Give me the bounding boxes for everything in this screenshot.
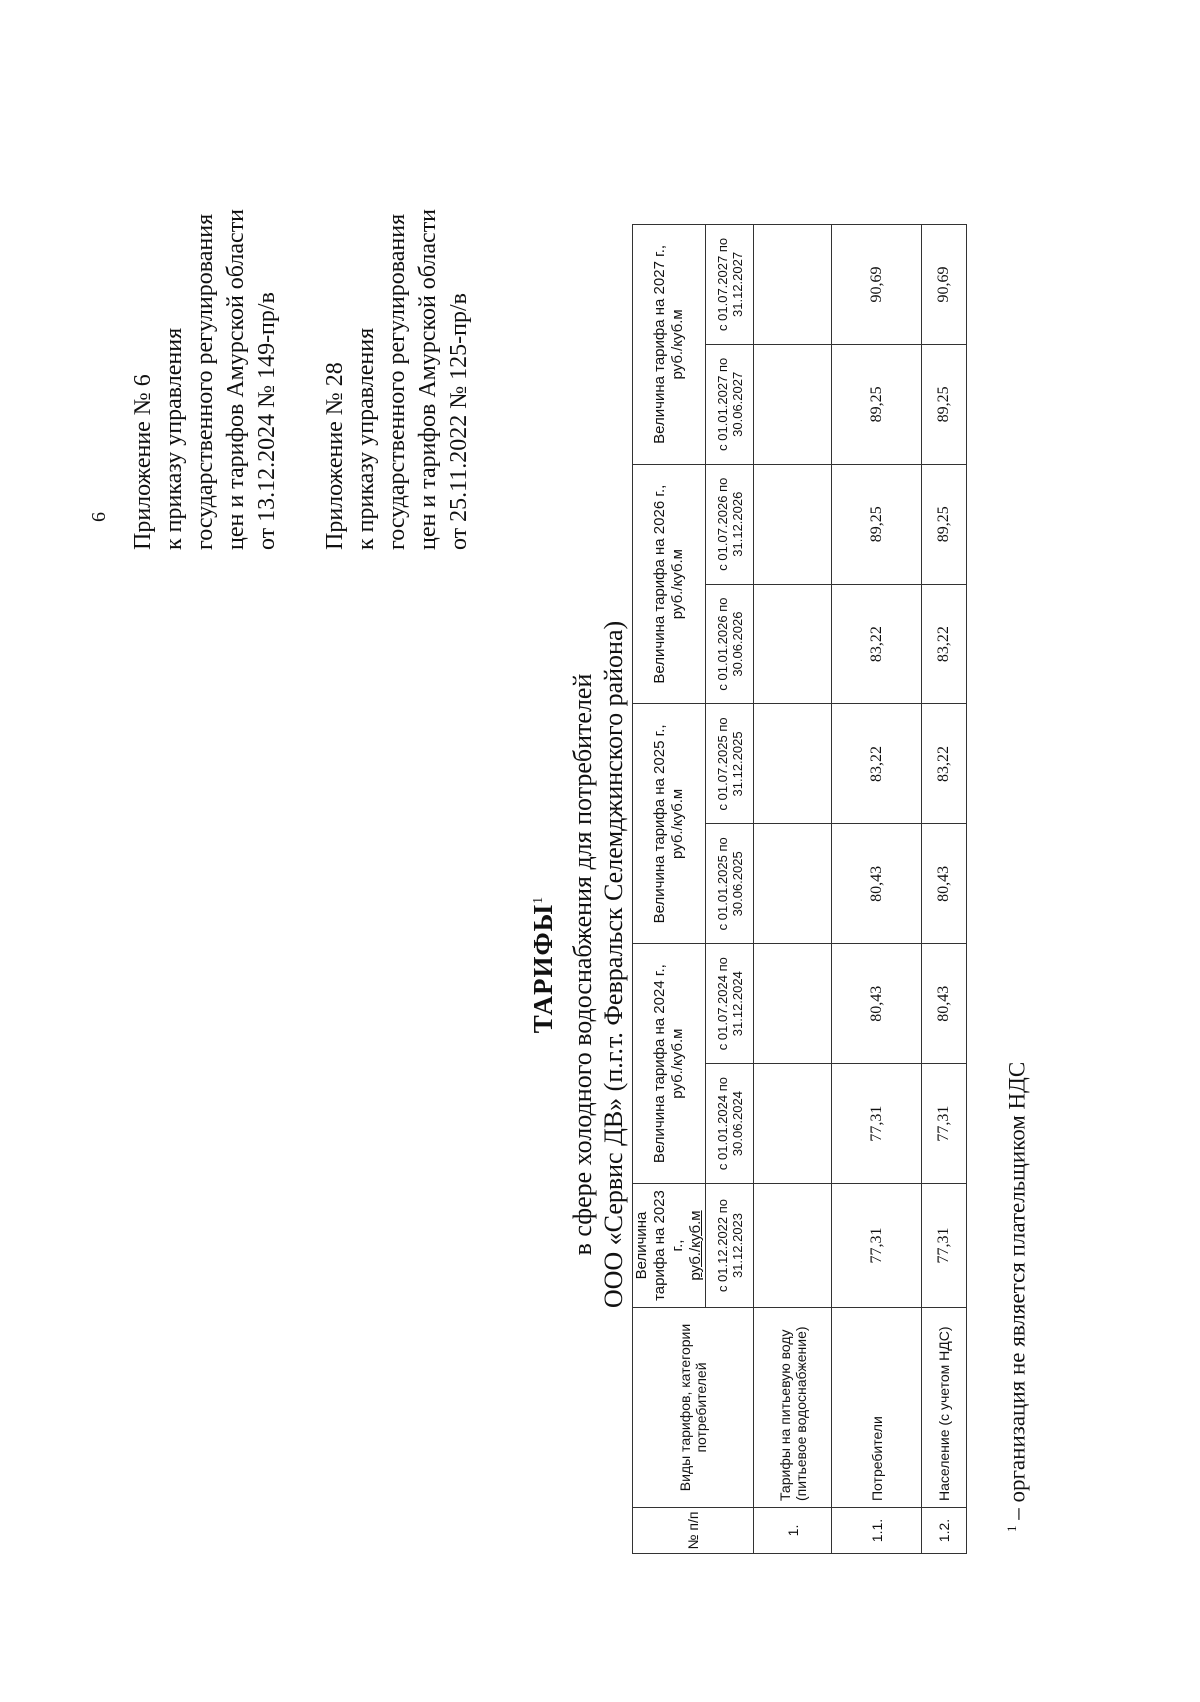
header-year-2023-line: Величина тарифа на 2023 г., xyxy=(633,1190,686,1301)
table-cell: 89,25 xyxy=(832,344,922,464)
table-cell xyxy=(754,704,832,824)
header-period: с 01.01.2025 по 30.06.2025 xyxy=(706,824,754,944)
header-year-2027: Величина тарифа на 2027 г., руб./куб.м xyxy=(633,225,706,465)
row-number: 1.2. xyxy=(922,1508,967,1554)
table-cell: 83,22 xyxy=(832,704,922,824)
footnote-text: – организация не является плательщиком НДС xyxy=(1004,1061,1030,1526)
table-cell xyxy=(754,824,832,944)
document-subtitle xyxy=(567,227,629,1702)
header-period: с 01.07.2024 по 31.12.2024 xyxy=(706,944,754,1064)
header-period: с 01.01.2027 по 30.06.2027 xyxy=(706,344,754,464)
table-cell: 89,25 xyxy=(832,464,922,584)
approval-line: от 25.11.2022 № 125-пр/в xyxy=(446,292,472,550)
header-year-2026: Величина тарифа на 2026 г., руб./куб.м xyxy=(633,464,706,704)
approval-line: от 13.12.2024 № 149-пр/в xyxy=(254,292,280,550)
footnote xyxy=(1004,1062,1031,1532)
footnote-mark: 1 xyxy=(1004,1525,1019,1532)
footnote-mark: 1 xyxy=(531,895,546,904)
document-title-text: ТАРИФЫ xyxy=(528,903,558,1034)
approval-line: цен и тарифов Амурской области xyxy=(415,208,441,550)
table-cell: 89,25 xyxy=(922,464,967,584)
subtitle-line: ООО «Сервис ДВ» (п.г.т. Февральск Селемджинского района) xyxy=(599,620,628,1309)
table-cell: 77,31 xyxy=(922,1184,967,1308)
header-year-2023 xyxy=(633,1184,706,1308)
table-cell xyxy=(754,1184,832,1308)
table-cell: 80,43 xyxy=(922,824,967,944)
table-cell: 80,43 xyxy=(832,824,922,944)
approval-line: государственного регулирования xyxy=(192,213,218,550)
table-cell xyxy=(754,584,832,704)
approval-stamp-current xyxy=(128,209,283,550)
table-cell: 83,22 xyxy=(832,584,922,704)
table-cell: 77,31 xyxy=(922,1064,967,1184)
table-cell: 90,69 xyxy=(922,225,967,345)
table-cell xyxy=(754,944,832,1064)
table-cell: 89,25 xyxy=(922,344,967,464)
table-cell: 80,43 xyxy=(832,944,922,1064)
table-row xyxy=(922,225,967,1554)
document-title xyxy=(528,227,559,1702)
header-period: с 01.07.2026 по 31.12.2026 xyxy=(706,464,754,584)
table-cell xyxy=(754,464,832,584)
approval-line: государственного регулирования xyxy=(384,213,410,550)
table-row xyxy=(754,225,832,1554)
table-cell xyxy=(754,1064,832,1184)
tariff-table xyxy=(632,224,967,1554)
header-period: с 01.01.2024 по 30.06.2024 xyxy=(706,1064,754,1184)
approval-line: к приказу управления xyxy=(353,327,379,550)
header-period: с 01.12.2022 по 31.12.2023 xyxy=(706,1184,754,1308)
header-year-2023-unit: руб./куб.м xyxy=(687,1210,704,1281)
row-number: 1.1. xyxy=(832,1508,922,1554)
header-period: с 01.01.2026 по 30.06.2026 xyxy=(706,584,754,704)
approval-stamp-previous xyxy=(320,209,475,550)
table-row xyxy=(832,225,922,1554)
subtitle-line: в сфере холодного водоснабжения для потребителей xyxy=(568,673,597,1256)
page-number: 6 xyxy=(88,512,110,522)
row-category: Население (с учетом НДС) xyxy=(922,1308,967,1508)
header-number: № п/п xyxy=(633,1508,754,1554)
row-number: 1. xyxy=(754,1508,832,1554)
table-cell xyxy=(754,344,832,464)
approval-line: Приложение № 6 xyxy=(130,374,156,550)
row-category: Потребители xyxy=(832,1308,922,1508)
table-cell: 83,22 xyxy=(922,704,967,824)
approval-line: цен и тарифов Амурской области xyxy=(223,208,249,550)
table-cell: 77,31 xyxy=(832,1064,922,1184)
header-year-2025: Величина тарифа на 2025 г., руб./куб.м xyxy=(633,704,706,944)
header-period: с 01.07.2027 по 31.12.2027 xyxy=(706,225,754,345)
approval-line: к приказу управления xyxy=(161,327,187,550)
table-cell xyxy=(754,225,832,345)
approval-line: Приложение № 28 xyxy=(322,362,348,550)
header-year-2024: Величина тарифа на 2024 г., руб./куб.м xyxy=(633,944,706,1184)
row-category: Тарифы на питьевую воду (питьевое водоснабжение) xyxy=(754,1308,832,1508)
table-cell: 80,43 xyxy=(922,944,967,1064)
header-period: с 01.07.2025 по 31.12.2025 xyxy=(706,704,754,824)
table-cell: 83,22 xyxy=(922,584,967,704)
table-cell: 90,69 xyxy=(832,225,922,345)
header-category: Виды тарифов, категории потребителей xyxy=(633,1308,754,1508)
table-cell: 77,31 xyxy=(832,1184,922,1308)
